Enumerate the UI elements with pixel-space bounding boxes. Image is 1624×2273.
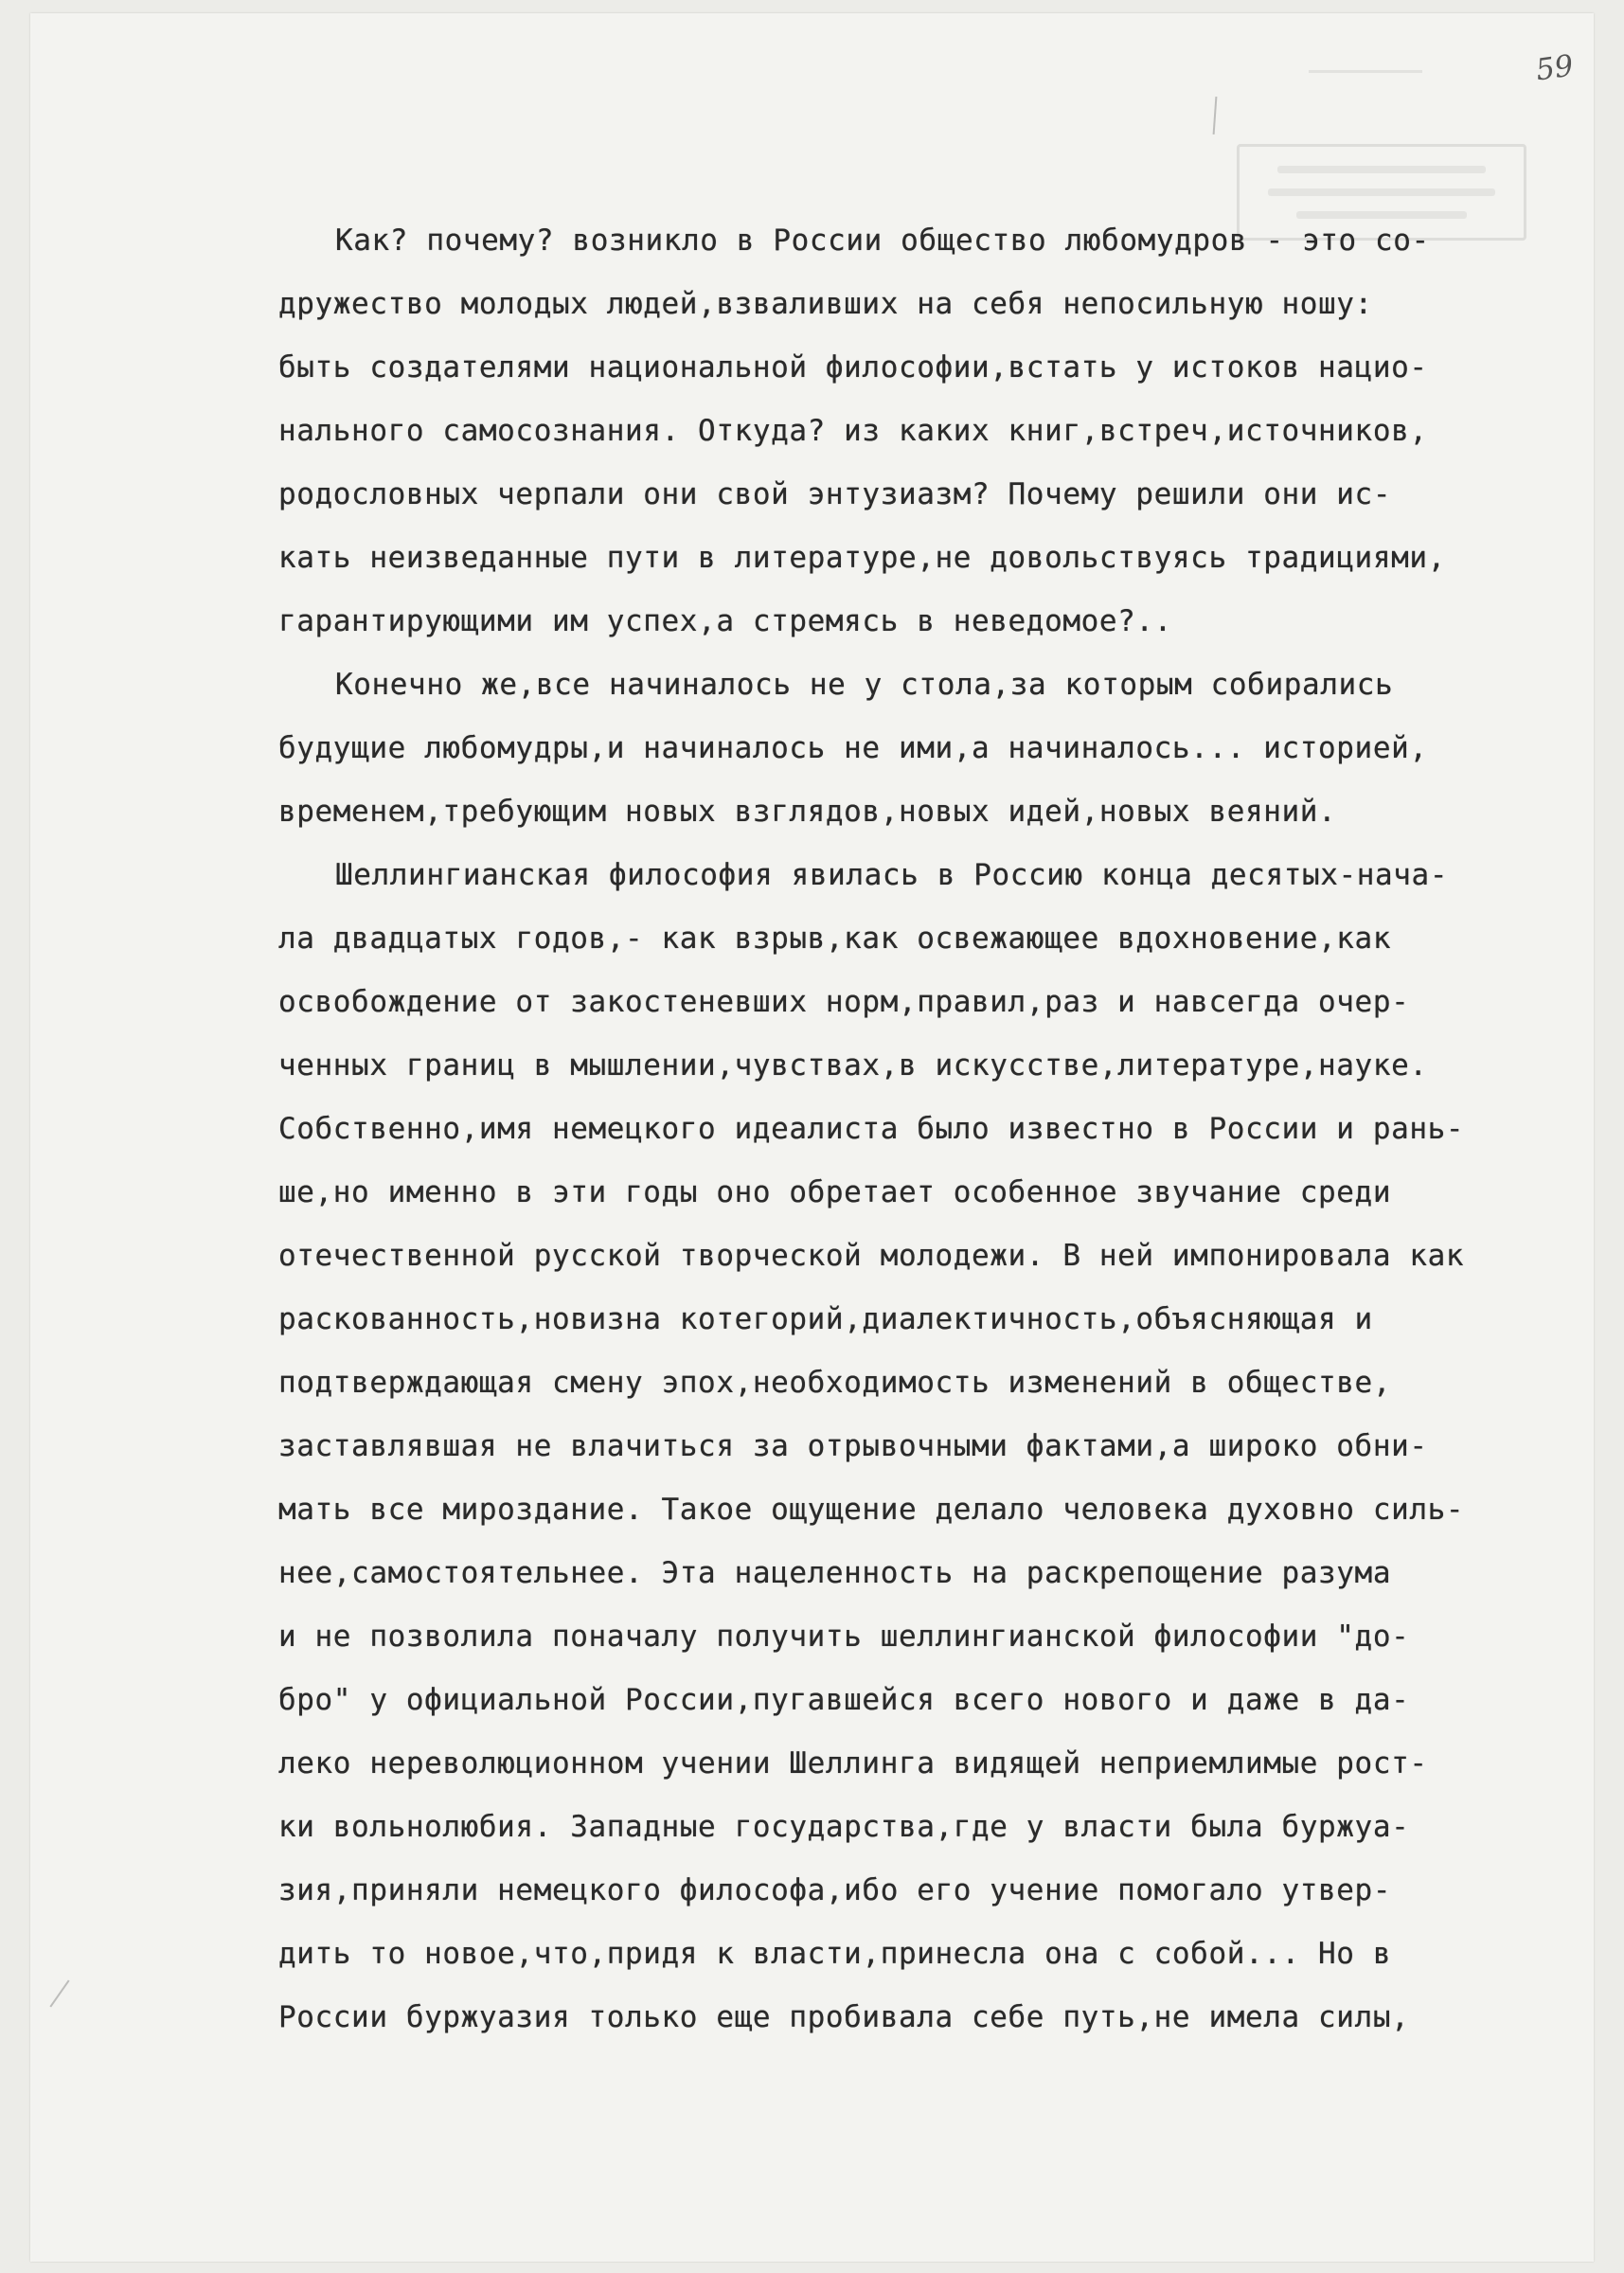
text-line: Шеллингианская философия явилась в Россию конца десятых-нача- xyxy=(335,858,1449,892)
text-line: отечественной русской творческой молодежи. В ней импонировала как xyxy=(278,1239,1465,1273)
text-line: заставлявшая не влачиться за отрывочными фактами,а широко обни- xyxy=(278,1429,1428,1463)
text-line: подтверждающая смену эпох,необходимость изменений в обществе, xyxy=(278,1366,1392,1400)
text-line: родословных черпали они свой энтузиазм? Почему решили они ис- xyxy=(278,477,1392,511)
text-line: России буржуазия только еще пробивала себе путь,не имела силы, xyxy=(278,2000,1410,2034)
text-line: дить то новое,что,придя к власти,принесла она с собой... Но в xyxy=(278,1937,1392,1971)
text-line: ченных границ в мышлении,чувствах,в искусстве,литературе,науке. xyxy=(278,1048,1428,1083)
text-line: ки вольнолюбия. Западные государства,где у власти была буржуа- xyxy=(278,1810,1410,1844)
text-line: леко нереволюционном учении Шеллинга видящей неприемлимые рост- xyxy=(278,1746,1428,1781)
text-line: освобождение от закостеневших норм,правил,раз и навсегда очер- xyxy=(278,985,1410,1019)
text-line: ла двадцатых годов,- как взрыв,как освежающее вдохновение,как xyxy=(278,922,1392,956)
text-line: зия,приняли немецкого философа,ибо его учение помогало утвер- xyxy=(278,1873,1392,1907)
text-line: ше,но именно в эти годы оно обретает особенное звучание среди xyxy=(278,1175,1392,1209)
text-line: Как? почему? возникло в России общество любомудров - это со- xyxy=(335,224,1430,258)
text-line: Собственно,имя немецкого идеалиста было известно в России и рань- xyxy=(278,1112,1465,1146)
text-line: дружество молодых людей,взваливших на себя непосильную ношу: xyxy=(278,287,1373,321)
text-line: и не позволила поначалу получить шеллингианской философии "до- xyxy=(278,1620,1410,1654)
text-line: будущие любомудры,и начиналось не ими,а начиналось... историей, xyxy=(278,731,1428,765)
text-line: временем,требующим новых взглядов,новых идей,новых веяний. xyxy=(278,795,1337,829)
text-line: мать все мироздание. Такое ощущение делало человека духовно силь- xyxy=(278,1493,1465,1527)
faded-mark xyxy=(1309,70,1422,73)
text-line: кать неизведанные пути в литературе,не довольствуясь традициями, xyxy=(278,541,1446,575)
text-line: быть создателями национальной философии,встать у истоков нацио- xyxy=(278,350,1428,385)
text-line: нее,самостоятельнее. Эта нацеленность на раскрепощение разума xyxy=(278,1556,1392,1590)
pencil-mark xyxy=(1213,97,1218,134)
text-line: гарантирующими им успех,а стремясь в неведомое?.. xyxy=(278,604,1172,638)
text-line: Конечно же,все начиналось не у стола,за которым собирались xyxy=(335,668,1394,702)
page-number: 59 xyxy=(1533,48,1576,88)
text-line: бро" у официальной России,пугавшейся всего нового и даже в да- xyxy=(278,1683,1410,1717)
text-line: нального самосознания. Откуда? из каких книг,встреч,источников, xyxy=(278,414,1428,448)
text-line: раскованность,новизна котегорий,диалектичность,объясняющая и xyxy=(278,1302,1373,1336)
